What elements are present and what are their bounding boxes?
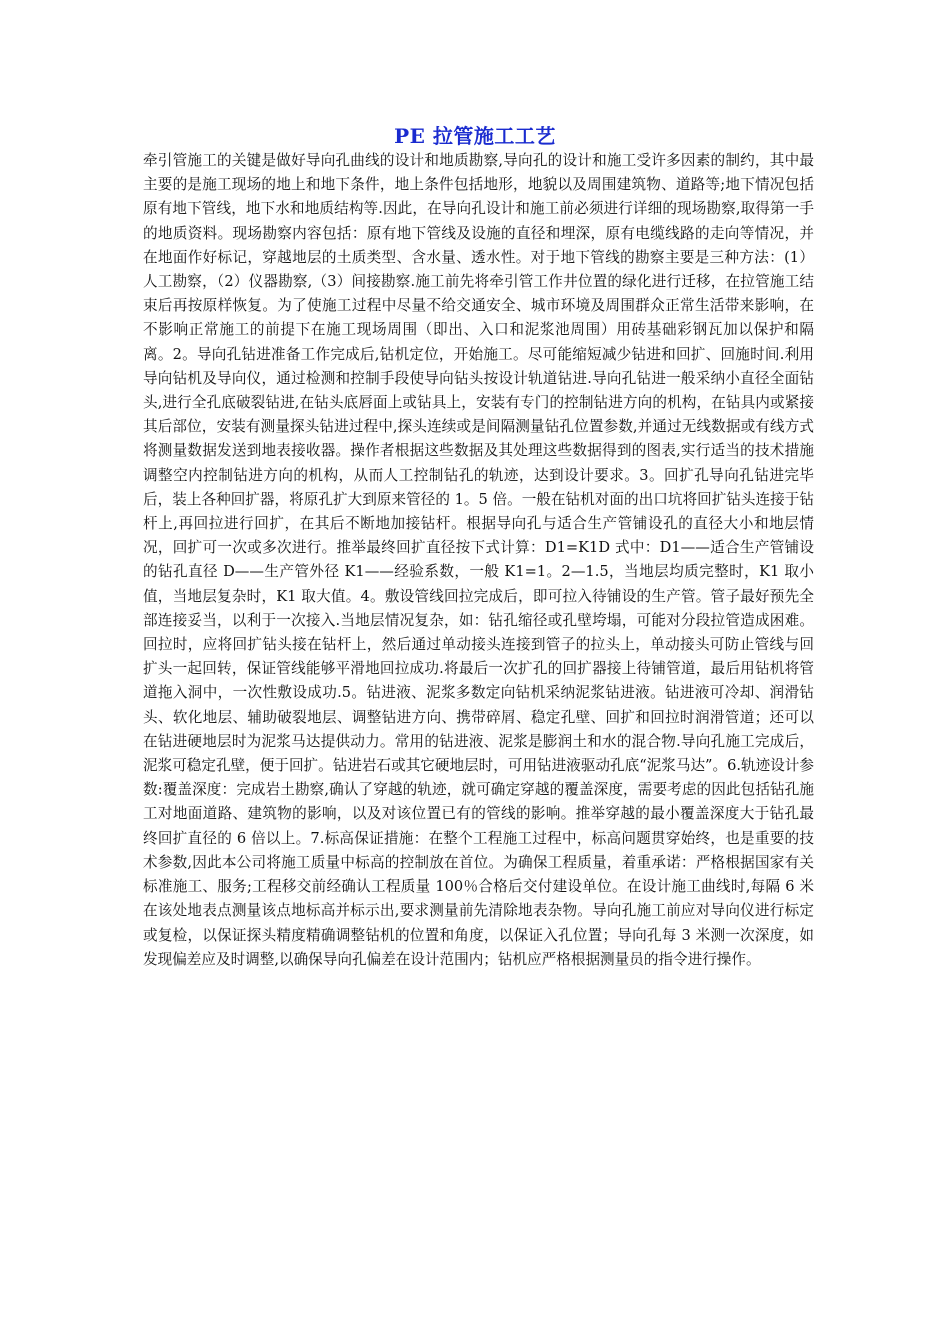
document-title: PE 拉管施工工艺 [394,124,556,148]
document-body-paragraph: 牵引管施工的关键是做好导向孔曲线的设计和地质勘察,导向孔的设计和施工受许多因素的制约，其中最主要的是施工现场的地上和地下条件，地上条件包括地形，地貌以及周围建筑物、道路等;地下情况包括原有地下管线，地下水和地质结构等.因此，在导向孔设计和施工前必须进行详细的现场勘察,取得第一手的地质资料。现场勘察内容包括：原有地下管线及设施的直径和埋深，原有电缆线路的走向等情况，并在地面作好标记，穿越地层的土质类型、含水量、透水性。对于地下管线的勘察主要是三种方法：(1）人工勘察，（2）仪器勘察,（3）间接勘察.施工前先将牵引管工作井位置的绿化进行迁移，在拉管施工结束后再按原样恢复。为了使施工过程中尽量不给交通安全、城市环境及周围群众正常生活带来影响，在不影响正常施工的前提下在施工现场周围（即出、入口和泥浆池周围）用砖基础彩钢瓦加以保护和隔离。2。导向孔钻进准备工作完成后,钻机定位，开始施工。尽可能缩短减少钻进和回扩、回施时间.利用导向钻机及导向仪，通过检测和控制手段使导向钻头按设计轨道钻进.导向孔钻进一般采纳小直径全面钻头,进行全孔底破裂钻进,在钻头底唇面上或钻具上，安装有专门的控制钻进方向的机构，在钻具内或紧接其后部位，安装有测量探头钻进过程中,探头连续或是间隔测量钻孔位置参数,并通过无线数据或有线方式将测量数据发送到地表接收器。操作者根据这些数据及其处理这些数据得到的图表,实行适当的技术措施调整空内控制钻进方向的机构，从而人工控制钻孔的轨迹，达到设计要求。3。回扩孔导向孔钻进完毕后，装上各种回扩器，将原孔扩大到原来管径的 1。5 倍。一般在钻机对面的出口坑将回扩钻头连接于钻杆上,再回拉进行回扩，在其后不断地加接钻杆。根据导向孔与适合生产管铺设孔的直径大小和地层情况，回扩可一次或多次进行。推举最终回扩直径按下式计算：D1=K1D 式中：D1——适合生产管铺设的钻孔直径 D——生产管外径 K1——经验系数，一般 K1=1。2—1.5，当地层均质完整时，K1 取小值，当地层复杂时，K1 取大值。4。敷设管线回拉完成后，即可拉入待铺设的生产管。管子最好预先全部连接妥当，以利于一次接入.当地层情况复杂，如：钻孔缩径或孔壁垮塌，可能对分段拉管造成困难。回拉时，应将回扩钻头接在钻杆上，然后通过单动接头连接到管子的拉头上，单动接头可防止管线与回扩头一起回转，保证管线能够平滑地回拉成功.将最后一次扩孔的回扩器接上待铺管道，最后用钻机将管道拖入洞中，一次性敷设成功.5。钻进液、泥浆多数定向钻机采纳泥浆钻进液。钻进液可冷却、润滑钻头、软化地层、辅助破裂地层、调整钻进方向、携带碎屑、稳定孔壁、回扩和回拉时润滑管道；还可以在钻进硬地层时为泥浆马达提供动力。常用的钻进液、泥浆是膨润土和水的混合物.导向孔施工完成后，泥浆可稳定孔壁，便于回扩。钻进岩石或其它硬地层时，可用钻进液驱动孔底“泥浆马达”。6.轨迹设计参数:覆盖深度：完成岩土勘察,确认了穿越的轨迹，就可确定穿越的覆盖深度，需要考虑的因此包括钻孔施工对地面道路、建筑物的影响，以及对该位置已有的管线的影响。推举穿越的最小覆盖深度大于钻孔最终回扩直径的 6 倍以上。7.标高保证措施：在整个工程施工过程中，标高问题贯穿始终，也是重要的技术参数,因此本公司将施工质量中标高的控制放在首位。为确保工程质量，着重承诺：严格根据国家有关标准施工、服务;工程移交前经确认工程质量 100％合格后交付建设单位。在设计施工曲线时,每隔 6 米在该处地表点测量该点地标高并标示出,要求测量前先清除地表杂物。导向孔施工前应对导向仪进行标定或复检，以保证探头精度精确调整钻机的位置和角度，以保证入孔位置；导向孔每 3 米测一次深度，如发现偏差应及时调整,以确保导向孔偏差在设计范围内；钻机应严格根据测量员的指令进行操作。 [143,152,814,968]
